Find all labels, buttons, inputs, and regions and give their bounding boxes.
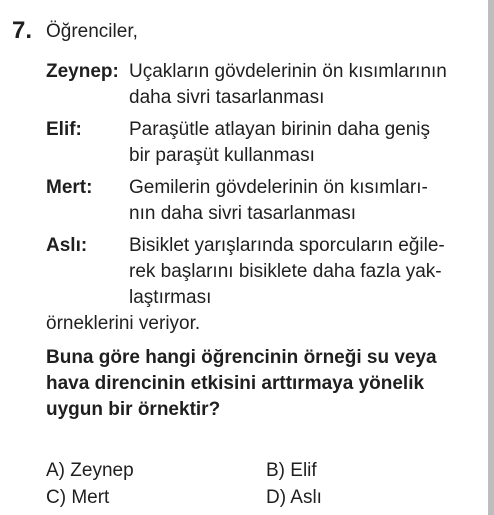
option-c[interactable]: C) Mert [46,487,110,508]
option-a[interactable]: A) Zeynep [46,460,134,481]
entry-elif [46,117,486,169]
answer-options [46,457,486,511]
entry-zeynep [46,59,486,111]
options-row [46,457,486,484]
entry-asli [46,233,486,311]
entry-name: Elif: [46,119,82,140]
question-prompt-line: uygun bir örnektir? [46,399,221,420]
page-edge-bar [488,0,494,515]
entry-text-line: Gemilerin gövdelerinin ön kısımları- [129,177,428,198]
option-b[interactable]: B) Elif [266,460,317,481]
entry-text-line: daha sivri tasarlanması [129,87,325,108]
question-prompt-line: Buna göre hangi öğrencinin örneği su veya [46,347,437,368]
question-number: 7. [12,17,33,44]
entry-text-line: Uçakların gövdelerinin ön kısımlarının [129,61,447,82]
entry-text [129,233,486,311]
option-d[interactable]: D) Aslı [266,487,322,508]
entry-text-line: Paraşütle atlayan birinin daha geniş [129,119,431,140]
student-examples [46,59,486,311]
entry-name: Mert: [46,177,93,198]
entry-text [129,175,486,227]
entry-text-line: bir paraşüt kullanması [129,145,315,166]
options-row [46,484,486,511]
entry-mert [46,175,486,227]
question-intro: Öğrenciler, [46,21,138,42]
question-prompt-line: hava direncinin etkisini arttırmaya yönelik [46,373,425,394]
entry-text-line: laştırması [129,287,212,308]
question-prompt [46,345,437,423]
entry-text [129,59,486,111]
entry-name: Aslı: [46,235,88,256]
entry-text-line: Bisiklet yarışlarında sporcuların eğile- [129,235,445,256]
entry-name: Zeynep: [46,61,119,82]
entry-text-line: rek başlarını bisiklete daha fazla yak- [129,261,442,282]
entry-text-line: nın daha sivri tasarlanması [129,203,357,224]
entry-text [129,117,486,169]
closing-text: örneklerini veriyor. [46,313,201,334]
